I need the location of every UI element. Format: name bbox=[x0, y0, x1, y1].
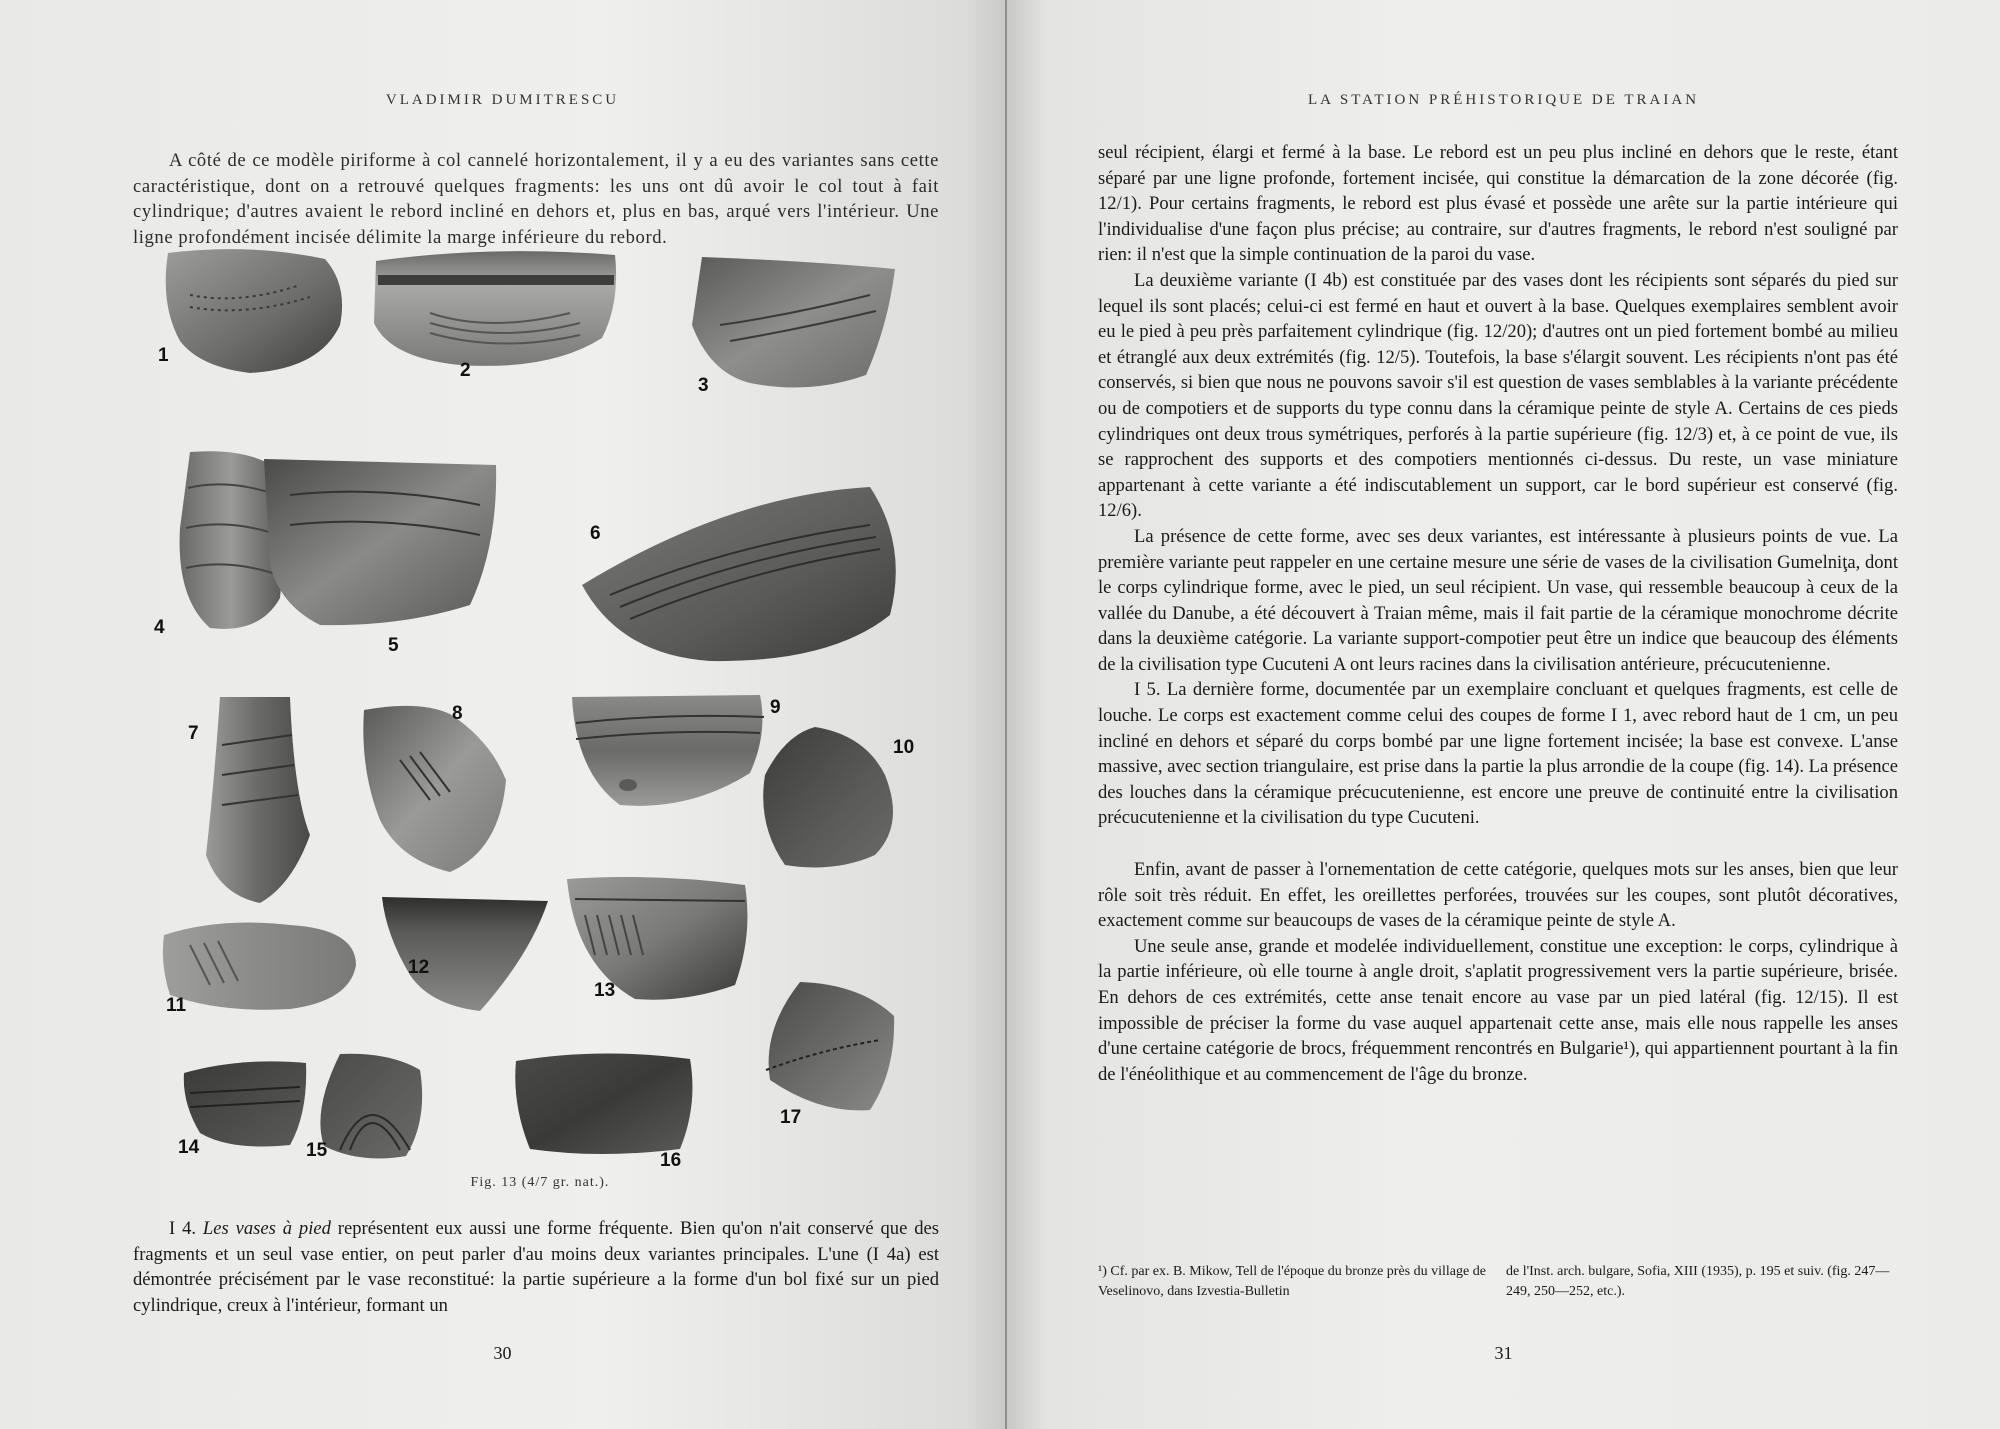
sherd-5-image bbox=[260, 455, 500, 630]
figure-label-9: 9 bbox=[770, 697, 781, 718]
paragraph: Une seule anse, grande et modelée individuellement, constitue une exception: le corps, cylindrique à la partie inférieure, où elle tourne à angle droit, s'aplatit progressivement vers la partie supérieure, brisée. En dehors de ces extrémités, cette anse tenait encore au vase par un pied latéral (fig. 12/15). Il est impossible de préciser la forme du vase auquel appartenait cette anse, mais elle nous rappelle les anses d'une certaine catégorie de brocs, fréquemment rencontrés en Bulgarie¹), qui appartiennent pourtant à la fin de l'énéolithique et au commencement de l'âge du bronze. bbox=[1098, 935, 1898, 1085]
figure-label-7: 7 bbox=[188, 723, 199, 744]
sherd-3-image bbox=[690, 255, 900, 395]
paragraph-i4-title: Les vases à pied bbox=[202, 1218, 331, 1239]
paragraph: Enfin, avant de passer à l'ornementation de cette catégorie, quelques mots sur les anses, bien que leur rôle soit très réduit. En effet, les oreillettes perforées, trouvées sur les coupes, sont plutôt décoratives, exactement comme sur beaucoups de vases de la céramique peinte de style A. bbox=[1098, 859, 1898, 932]
figure-label-3: 3 bbox=[698, 375, 709, 396]
figure-label-6: 6 bbox=[590, 523, 601, 544]
paragraph-i4-text: représentent eux aussi une forme fréquente. Bien qu'on n'ait conservé que des fragments et un seul vase entier, on peut parler d'au moins deux variantes principales. L'une (I 4a) est démontrée précisément par le vase reconstitué: la partie supérieure a la forme d'un bol fixé sur un pied cylindrique, creux à l'intérieur, formant un bbox=[133, 1218, 940, 1316]
figure-label-17: 17 bbox=[780, 1107, 802, 1128]
figure-label-15: 15 bbox=[306, 1140, 328, 1161]
sherd-7-image bbox=[200, 695, 320, 905]
sherd-6-image bbox=[580, 485, 910, 665]
sherd-8-image bbox=[360, 700, 510, 875]
footnote-col-b: de l'Inst. arch. bulgare, Sofia, XIII (1935), p. 195 et suiv. (fig. 247—249, 250—252, etc.). bbox=[1506, 1264, 1890, 1299]
paragraph: La présence de cette forme, avec ses deux variantes, est intéressante à plusieurs points de vue. La première variante peut rappeler en une certaine mesure une série de vases de la civilisation Gumelniţa, dont le corps cylindrique forme, avec le pied, un seul récipient. Un vase, qui ressemble beaucoup à ceux de la vallée du Danube, a été découvert à Traian même, mais il fait partie de la céramique monochrome décrite dans la deuxième catégorie. La variante support-compotier peut être un indice que beaucoup des éléments de la civilisation type Cucuteni A ont leurs racines dans la civilisation antérieure, précucutenienne. bbox=[1098, 525, 1898, 675]
figure-13 bbox=[150, 245, 930, 1195]
intro-paragraph bbox=[133, 148, 939, 250]
figure-label-10: 10 bbox=[893, 737, 915, 758]
sherd-14-image bbox=[180, 1053, 310, 1153]
paragraph-i4 bbox=[133, 1216, 939, 1318]
paragraph: I 5. La dernière forme, documentée par un exemplaire concluant et quelques fragments, est celle de louche. Le corps est exactement comme celui des coupes de forme I 1, avec rebord haut de 1 cm, un peu incliné en dehors et séparé du corps bombé par une ligne fortement incisée; la base est convexe. L'anse massive, avec section triangulaire, est prise dans la partie la plus arrondie de la coupe (fig. 14). La présence des louches dans la céramique précucutenienne, est encore une preuve de continuité entre la civilisation précucutenienne et la civilisation du type Cucuteni. bbox=[1098, 679, 1898, 829]
figure-label-16: 16 bbox=[660, 1150, 682, 1171]
paragraph: seul récipient, élargi et fermé à la base. Le rebord est un peu plus incliné en dehors que le reste, étant séparé par une ligne profonde, fortement incisée, qui constitue la démarcation de la zone décorée (fig. 12/1). Pour certains fragments, le rebord est plus évasé et possède une arête sur la partie intérieure qui l'individualise d'une façon plus précise; au contraire, sur d'autres fragments, le rebord n'est souligné par rien: il n'est que la simple continuation de la paroi du vase. bbox=[1098, 142, 1898, 266]
paragraph-gap bbox=[1098, 831, 1898, 857]
sherd-12-image bbox=[380, 895, 550, 1015]
right-page bbox=[1007, 0, 2000, 1429]
sherd-16-image bbox=[510, 1045, 700, 1160]
figure-label-14: 14 bbox=[178, 1137, 200, 1158]
figure-label-13: 13 bbox=[594, 980, 616, 1001]
sherd-1-image bbox=[150, 245, 350, 375]
paragraph-i4-lead: I 4. bbox=[169, 1218, 203, 1239]
paragraph: La deuxième variante (I 4b) est constituée par des vases dont les récipients sont séparés du pied sur lequel ils sont placés; celui-ci est fermé en haut et ouvert à la base. Quelques exemplaires semblent avoir eu le pied à peu près parfaitement cylindrique (fig. 12/20); d'autres ont un pied fortement bombé au milieu et étranglé aux deux extrémités (fig. 12/5). Toutefois, la base s'élargit souvent. Les récipients n'ont pas été conservés, si bien que nous ne pouvons savoir s'il est question de vases semblables à la variante précédente ou de compotiers et de supports du type connu dans la céramique peinte de style A. Certains de ces pieds cylindriques ont deux trous symétriques, perforés à la partie supérieure (fig. 12/3) et, à ce point de vue, ils se rapprochent des supports et des compotiers mentionnés ci-dessus. Du reste, un vase miniature appartenant à cette variante a été indiscutablement un support, car le bord supérieur est conservé (fig. 12/6). bbox=[1098, 269, 1898, 522]
figure-label-1: 1 bbox=[158, 345, 169, 366]
figure-label-11: 11 bbox=[166, 995, 187, 1016]
sherd-17-image bbox=[760, 980, 900, 1115]
page-number-left: 30 bbox=[493, 1343, 512, 1363]
running-head-left: VLADIMIR DUMITRESCU bbox=[385, 92, 620, 108]
page-number-right: 31 bbox=[1494, 1343, 1513, 1363]
footnote-col-a: ¹) Cf. par ex. B. Mikow, Tell de l'époque du bronze près du village de Veselinovo, dans Izvestia-Bulletin bbox=[1098, 1264, 1486, 1299]
intro-text: A côté de ce modèle piriforme à col cannelé horizontalement, il y a eu des variantes sans cette caractéristique, dont on a retrouvé quelques fragments: les uns ont dû avoir le col tout à fait cylindrique; d'autres avaient le rebord incliné en dehors et, plus en bas, arqué vers l'intérieur. Une ligne profondément incisée délimite la marge inférieure du rebord. bbox=[133, 150, 939, 248]
sherd-11-image bbox=[160, 915, 360, 1015]
figure-label-8: 8 bbox=[452, 703, 463, 724]
figure-label-5: 5 bbox=[388, 635, 399, 656]
figure-label-2: 2 bbox=[460, 360, 471, 381]
figure-label-4: 4 bbox=[154, 617, 165, 638]
sherd-15-image bbox=[310, 1050, 430, 1165]
figure-label-12: 12 bbox=[408, 957, 430, 978]
sherd-10-image bbox=[755, 725, 905, 875]
right-body-text bbox=[1098, 140, 1898, 1087]
sherd-2-image bbox=[370, 243, 620, 373]
running-head-right: LA STATION PRÉHISTORIQUE DE TRAIAN bbox=[1307, 92, 1700, 108]
figure-caption: Fig. 13 (4/7 gr. nat.). bbox=[470, 1175, 610, 1190]
sherd-9-image bbox=[570, 693, 770, 813]
